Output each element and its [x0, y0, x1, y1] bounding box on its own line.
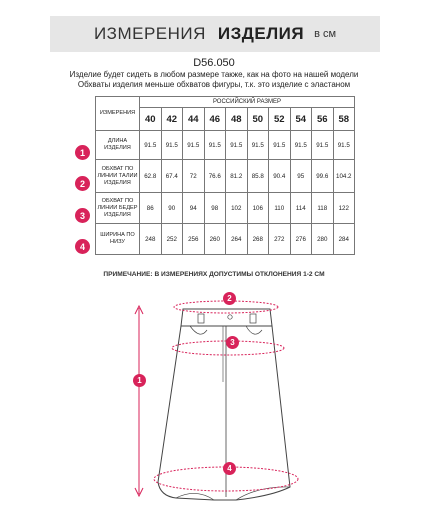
- value-cell: 256: [183, 224, 205, 255]
- row-number-badge: 2: [75, 176, 90, 191]
- value-cell: 102: [226, 193, 248, 224]
- value-cell: 90.4: [269, 160, 291, 193]
- table-row: [96, 131, 355, 160]
- value-cell: 260: [204, 224, 226, 255]
- page-header: [50, 16, 380, 52]
- size-cell: 58: [333, 108, 355, 131]
- value-cell: 72: [183, 160, 205, 193]
- row-label: ОБХВАТ ПО ЛИНИИ ТАЛИИ ИЗДЕЛИЯ: [96, 160, 140, 193]
- value-cell: 94: [183, 193, 205, 224]
- value-cell: 104.2: [333, 160, 355, 193]
- value-cell: 91.5: [226, 131, 248, 160]
- value-cell: 276: [290, 224, 312, 255]
- header-unit: в см: [314, 28, 337, 40]
- value-cell: 272: [269, 224, 291, 255]
- value-cell: 95: [290, 160, 312, 193]
- value-cell: 252: [161, 224, 183, 255]
- header-title-light: ИЗМЕРЕНИЯ: [93, 24, 206, 43]
- value-cell: 264: [226, 224, 248, 255]
- size-cell: 42: [161, 108, 183, 131]
- value-cell: 91.5: [290, 131, 312, 160]
- size-cell: 50: [247, 108, 269, 131]
- marker-waist: 2: [223, 292, 236, 305]
- size-cell: 48: [226, 108, 248, 131]
- size-cell: 56: [312, 108, 334, 131]
- row-number-badge: 1: [75, 145, 90, 160]
- value-cell: 81.2: [226, 160, 248, 193]
- size-cell: 46: [204, 108, 226, 131]
- value-cell: 284: [333, 224, 355, 255]
- size-table: [95, 96, 355, 255]
- value-cell: 248: [140, 224, 162, 255]
- marker-hem: 4: [223, 462, 236, 475]
- length-arrow: [135, 306, 143, 496]
- marker-hips: 3: [226, 336, 239, 349]
- value-cell: 114: [290, 193, 312, 224]
- skirt-diagram: [0, 282, 428, 527]
- tolerance-remark: ПРИМЕЧАНИЕ: В ИЗМЕРЕНИЯХ ДОПУСТИМЫ ОТКЛОНЕНИЯ 1-2 СМ: [103, 271, 325, 278]
- value-cell: 280: [312, 224, 334, 255]
- value-cell: 76.6: [204, 160, 226, 193]
- value-cell: 90: [161, 193, 183, 224]
- value-cell: 99.6: [312, 160, 334, 193]
- value-cell: 118: [312, 193, 334, 224]
- header-title-bold: ИЗДЕЛИЯ: [217, 24, 305, 43]
- row-label: ШИРИНА ПО НИЗУ: [96, 224, 140, 255]
- table-row: [96, 160, 355, 193]
- value-cell: 91.5: [333, 131, 355, 160]
- row-number-badge: 3: [75, 208, 90, 223]
- header-label-cell: ИЗМЕРЕНИЯ: [96, 97, 140, 131]
- value-cell: 91.5: [269, 131, 291, 160]
- value-cell: 91.5: [204, 131, 226, 160]
- value-cell: 91.5: [183, 131, 205, 160]
- size-cell: 54: [290, 108, 312, 131]
- value-cell: 110: [269, 193, 291, 224]
- size-cell: 40: [140, 108, 162, 131]
- value-cell: 91.5: [312, 131, 334, 160]
- row-label: ДЛИНА ИЗДЕЛИЯ: [96, 131, 140, 160]
- table-row: [96, 224, 355, 255]
- article-code: D56.050: [193, 57, 235, 69]
- value-cell: 62.8: [140, 160, 162, 193]
- value-cell: 67.4: [161, 160, 183, 193]
- size-cell: 44: [183, 108, 205, 131]
- value-cell: 86: [140, 193, 162, 224]
- value-cell: 268: [247, 224, 269, 255]
- row-label: ОБХВАТ ПО ЛИНИИ БЕДЕР ИЗДЕЛИЯ: [96, 193, 140, 224]
- value-cell: 98: [204, 193, 226, 224]
- value-cell: 91.5: [161, 131, 183, 160]
- fit-note: Изделие будет сидеть в любом размере также, как на фото на нашей модели: [69, 70, 359, 79]
- value-cell: 106: [247, 193, 269, 224]
- size-system-cell: РОССИЙСКИЙ РАЗМЕР: [140, 97, 355, 108]
- table-row: [96, 193, 355, 224]
- value-cell: 91.5: [140, 131, 162, 160]
- marker-length: 1: [133, 374, 146, 387]
- row-number-badge: 4: [75, 239, 90, 254]
- value-cell: 91.5: [247, 131, 269, 160]
- value-cell: 85.8: [247, 160, 269, 193]
- value-cell: 122: [333, 193, 355, 224]
- elastane-note: Обхваты изделия меньше обхватов фигуры, т.к. это изделие с эластаном: [77, 80, 351, 89]
- table-header-row: [96, 97, 355, 108]
- size-cell: 52: [269, 108, 291, 131]
